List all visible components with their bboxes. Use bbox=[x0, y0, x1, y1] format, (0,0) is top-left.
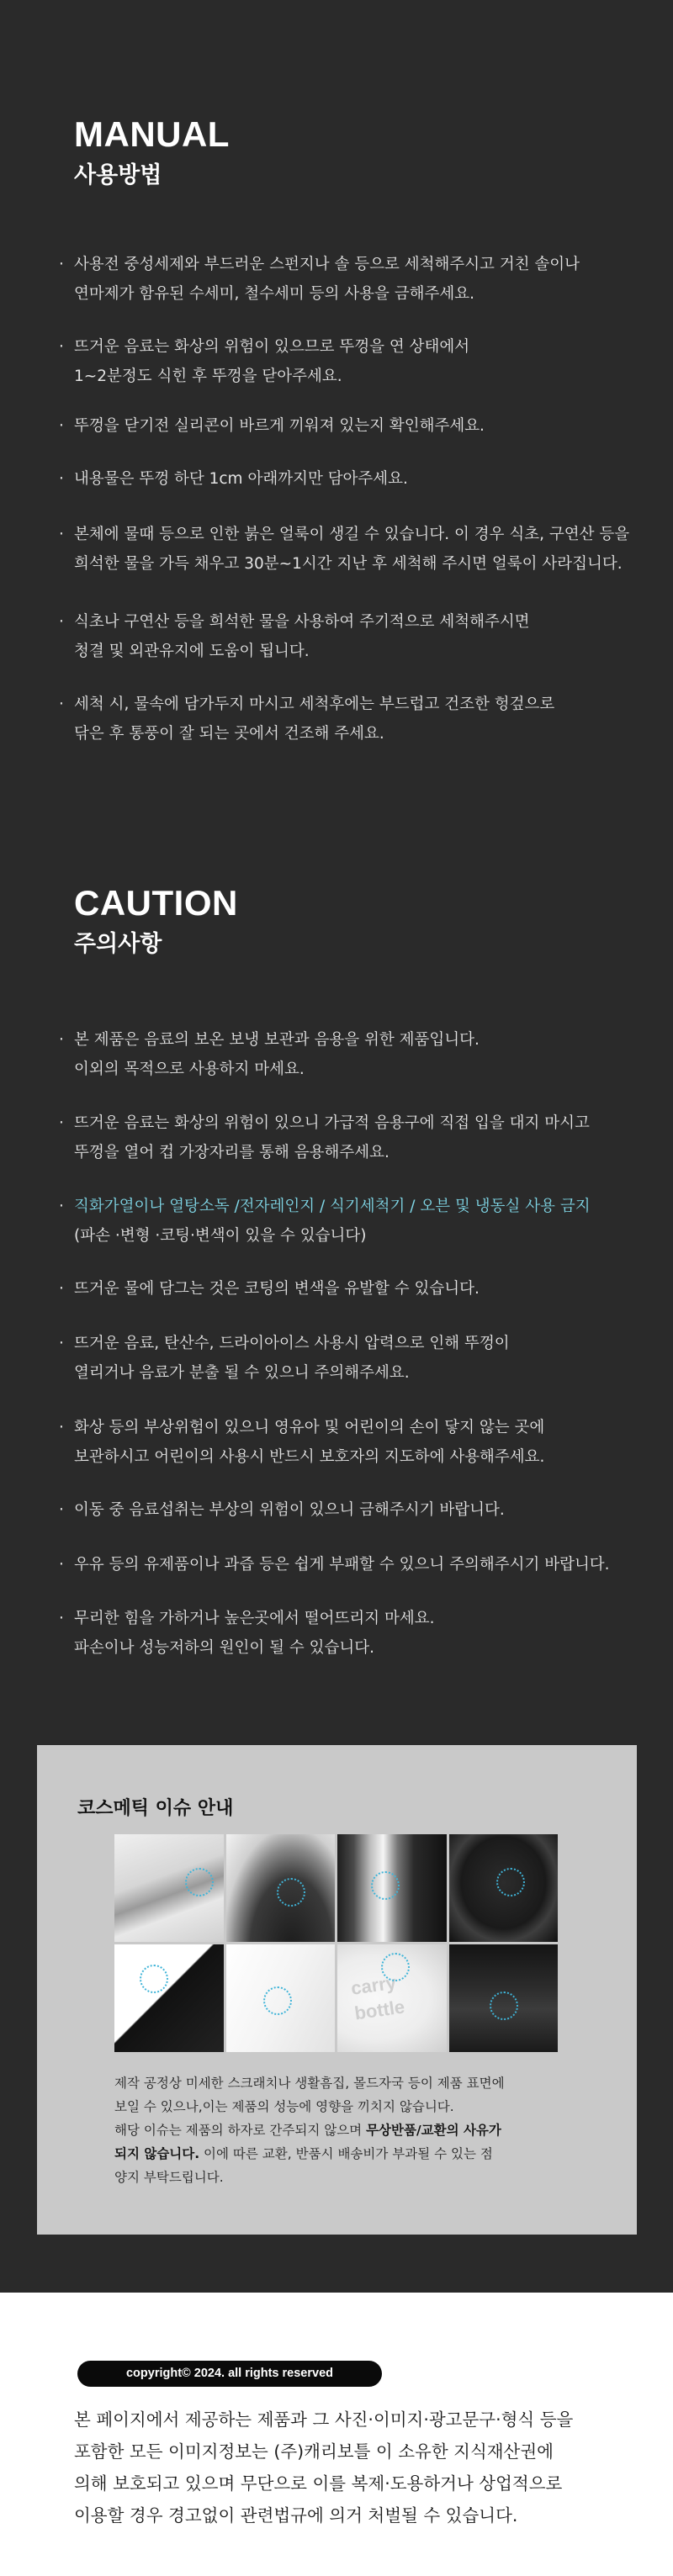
caution-subtitle: 주의사항 bbox=[74, 931, 162, 957]
warning-note: (파손 ·변형 ·코팅·변색이 있을 수 있습니다) bbox=[74, 1227, 367, 1245]
product-photo bbox=[337, 1834, 447, 1942]
list-item: · 세척 시, 물속에 담가두지 마시고 세척후에는 부드럽고 건조한 헝겊으로 닦은 후 통풍이 잘 되는 곳에서 건조해 주세요. bbox=[59, 696, 555, 743]
list-item: · 뜨거운 음료는 화상의 위험이 있으니 가급적 음용구에 직접 입을 대지 마시고 뚜껑을 열어 컵 가장자리를 통해 음용해주세요. bbox=[59, 1114, 590, 1161]
list-item: · 뚜껑을 닫기전 실리콘이 바르게 끼워져 있는지 확인해주세요. bbox=[59, 417, 485, 435]
list-item: · 우유 등의 유제품이나 과즙 등은 쉽게 부패할 수 있으니 주의해주시기 바랍니다. bbox=[59, 1556, 610, 1574]
carry-bottle-logo: carry bottle bbox=[349, 1971, 406, 2024]
cosmetic-issue-title: 코스메틱 이슈 안내 bbox=[77, 1798, 234, 1819]
list-item: · 본 제품은 음료의 보온 보냉 보관과 음용을 위한 제품입니다. 이외의 목적으로 사용하지 마세요. bbox=[59, 1031, 480, 1078]
list-item: · 사용전 중성세제와 부드러운 스펀지나 솔 등으로 세척해주시고 거친 솔이나 연마제가 함유된 수세미, 철수세미 등의 사용을 금해주세요. bbox=[59, 256, 580, 303]
list-item: · 무리한 힘을 가하거나 높은곳에서 떨어뜨리지 마세요. 파손이나 성능저하의 원인이 될 수 있습니다. bbox=[59, 1610, 435, 1657]
cosmetic-issue-photo-grid bbox=[114, 1834, 558, 2052]
manual-subtitle: 사용방법 bbox=[74, 162, 162, 188]
list-item: · 식초나 구연산 등을 희석한 물을 사용하여 주기적으로 세척해주시면 청결 및 외관유지에 도움이 됩니다. bbox=[59, 613, 530, 660]
defect-marker-icon bbox=[371, 1871, 400, 1900]
product-photo bbox=[449, 1944, 559, 2052]
cosmetic-issue-description: 제작 공정상 미세한 스크래치나 생활흠집, 몰드자국 등이 제품 표면에 보일 수 있으나,이는 제품의 성능에 영향을 끼치지 않습니다. 해당 이슈는 제품의 하자로 간주되지 않으며 무상반품/교환의 사유가 되지 않습니다. 이에 따른 교환, 반품시 배송비가 부과될 수 있는 점 양지 부탁드립니다. bbox=[114, 2076, 505, 2185]
product-photo bbox=[114, 1944, 224, 2052]
list-item: · 뜨거운 음료는 화상의 위험이 있으므로 뚜껑을 연 상태에서 1~2분정도 식힌 후 뚜껑을 닫아주세요. bbox=[59, 338, 470, 385]
list-item: · 본체에 물때 등으로 인한 붉은 얼룩이 생길 수 있습니다. 이 경우 식초, 구연산 등을 희석한 물을 가득 채우고 30분~1시간 지난 후 세척해 주시면 얼룩이 사라집니다. bbox=[59, 526, 630, 573]
list-item: · 뜨거운 음료, 탄산수, 드라이아이스 사용시 압력으로 인해 뚜껑이 열리거나 음료가 분출 될 수 있으니 주의해주세요. bbox=[59, 1335, 510, 1382]
list-item: · 화상 등의 부상위험이 있으니 영유아 및 어린이의 손이 닿지 않는 곳에 보관하시고 어린이의 사용시 반드시 보호자의 지도하에 사용해주세요. bbox=[59, 1419, 545, 1466]
defect-marker-icon bbox=[490, 1992, 518, 2020]
defect-marker-icon bbox=[496, 1868, 525, 1896]
list-item: · 내용물은 뚜껑 하단 1cm 아래까지만 담아주세요. bbox=[59, 470, 408, 488]
product-photo bbox=[226, 1834, 336, 1942]
copyright-notice: 본 페이지에서 제공하는 제품과 그 사진·이미지·광고문구·형식 등을 포함한 모든 이미지정보는 (주)캐리보틀 이 소유한 지식재산권에 의해 보호되고 있으며 무단으로 이를 복제·도용하거나 상업적으로 이용할 경우 경고없이 관련법규에 의거 처벌될 수 있습니다. bbox=[74, 2409, 574, 2526]
warning-accent-text: 직화가열이나 열탕소독 /전자레인지 / 식기세척기 / 오븐 및 냉동실 사용 금지 bbox=[74, 1198, 591, 1215]
caution-title: CAUTION bbox=[74, 883, 238, 923]
product-photo bbox=[449, 1834, 559, 1942]
list-item-warning: · 직화가열이나 열탕소독 /전자레인지 / 식기세척기 / 오븐 및 냉동실 사용 금지 (파손 ·변형 ·코팅·변색이 있을 수 있습니다) bbox=[59, 1198, 591, 1245]
product-photo bbox=[114, 1834, 224, 1942]
defect-marker-icon bbox=[381, 1953, 410, 1981]
defect-marker-icon bbox=[277, 1878, 305, 1907]
defect-marker-icon bbox=[185, 1868, 214, 1896]
list-item: · 이동 중 음료섭취는 부상의 위험이 있으니 금해주시기 바랍니다. bbox=[59, 1501, 505, 1519]
list-item: · 뜨거운 물에 담그는 것은 코팅의 변색을 유발할 수 있습니다. bbox=[59, 1280, 480, 1298]
product-photo bbox=[226, 1944, 336, 2052]
copyright-badge: copyright© 2024. all rights reserved bbox=[77, 2361, 382, 2387]
defect-marker-icon bbox=[263, 1986, 292, 2015]
defect-marker-icon bbox=[140, 1965, 168, 1993]
product-photo bbox=[337, 1944, 447, 2052]
manual-title: MANUAL bbox=[74, 114, 230, 154]
